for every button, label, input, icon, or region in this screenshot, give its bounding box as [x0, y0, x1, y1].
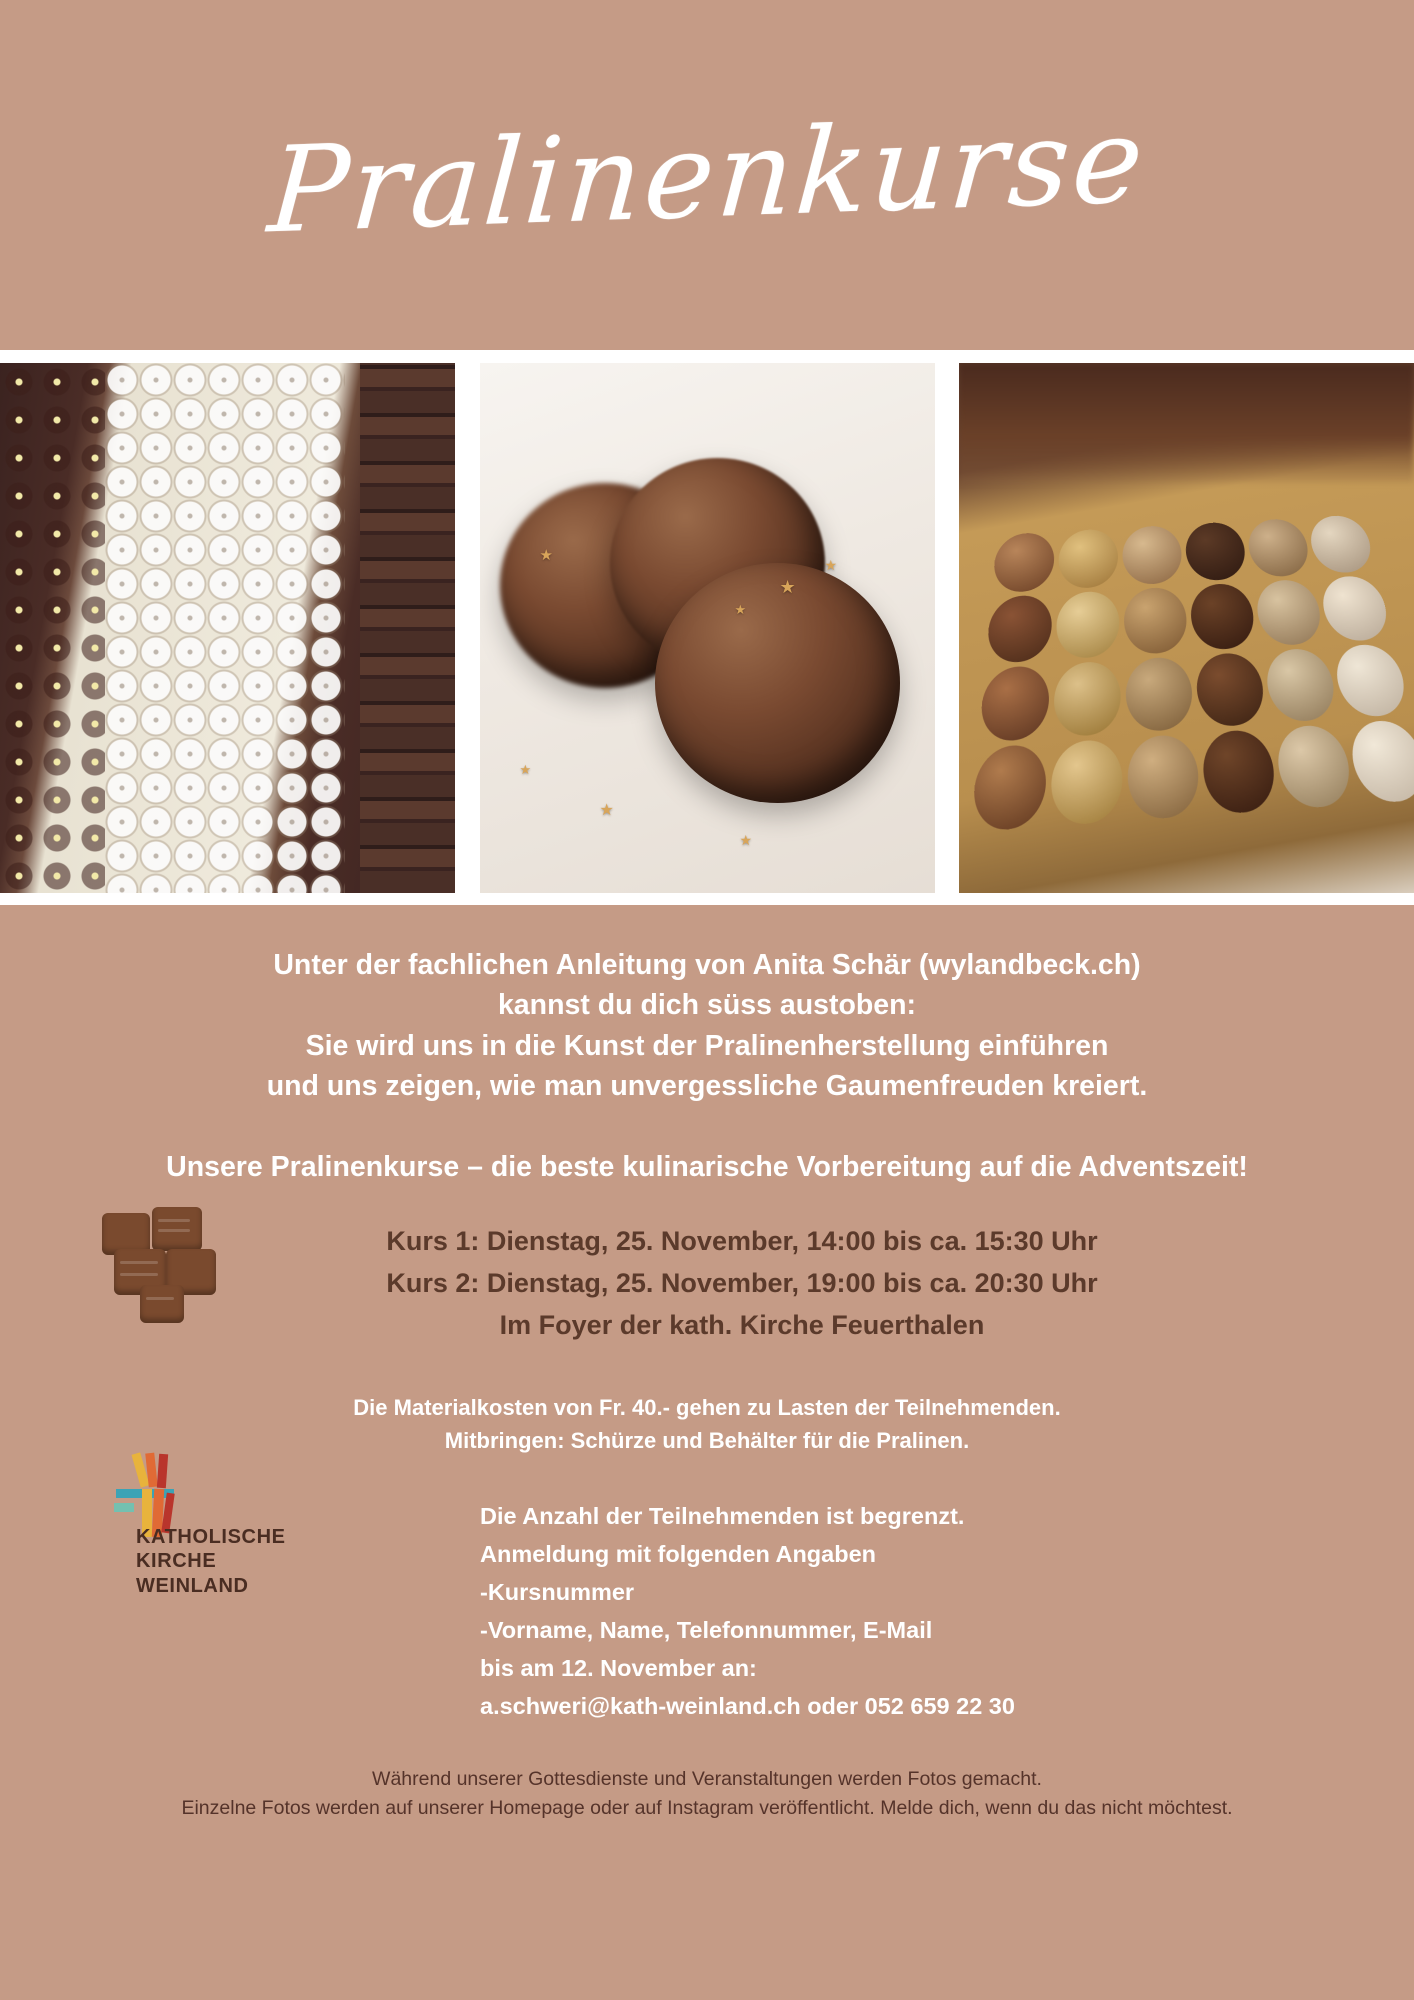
intro-line: und uns zeigen, wie man unvergessliche Gaumenfreuden kreiert.: [266, 1070, 1148, 1103]
photo-1-white-pralines: [105, 363, 345, 893]
photo-strip: [0, 350, 1414, 905]
truffle-front: [655, 563, 900, 803]
footer-line: Während unserer Gottesdienste und Veranstaltungen werden Fotos gemacht.: [372, 1768, 1042, 1791]
intro-paragraph: [0, 905, 1414, 1107]
photo-pralines-trays: [0, 363, 455, 893]
poster-body: [0, 905, 1414, 2000]
registration-deadline: bis am 12. November an:: [480, 1655, 757, 1682]
course-location: Im Foyer der kath. Kirche Feuerthalen: [499, 1310, 985, 1341]
tagline-paragraph: [0, 1107, 1414, 1187]
costs-paragraph: [0, 1347, 1414, 1457]
gold-star-icon: ★: [824, 556, 838, 573]
gold-star-icon: ★: [519, 761, 532, 777]
costs-line: Die Materialkosten von Fr. 40.- gehen zu Lasten der Teilnehmenden.: [353, 1394, 1061, 1420]
registration-line: Anmeldung mit folgenden Angaben: [480, 1540, 877, 1567]
tagline-line: Unsere Pralinenkurse – die beste kulinarische: [166, 1150, 789, 1183]
photo-consent-note: [0, 1725, 1414, 1822]
costs-line: Mitbringen: Schürze und Behälter für die Pralinen.: [444, 1427, 970, 1453]
page-title: Pralinenkurse: [264, 90, 1150, 260]
photo-3-praline-grid: [971, 514, 1414, 832]
photo-3-blurred-top: [959, 363, 1414, 483]
logo-line-1: KATHOLISCHE KIRCHE: [136, 1526, 286, 1573]
registration-line: -Vorname, Name, Telefonnummer, E-Mail: [480, 1617, 933, 1644]
course-line: Kurs 2: Dienstag, 25. November, 19:00 bis ca. 20:30 Uhr: [386, 1268, 1098, 1299]
logo-line-2: WEINLAND: [136, 1574, 249, 1597]
intro-line: Sie wird uns in die Kunst der Pralinenherstellung einführen: [305, 1029, 1109, 1062]
poster-header: [0, 0, 1414, 350]
gold-star-icon: ★: [599, 801, 614, 819]
intro-line: kannst du dich süss austoben:: [497, 989, 917, 1022]
photo-praline-box: [959, 363, 1414, 893]
photo-1-bar-pralines: [360, 363, 455, 893]
registration-contact[interactable]: a.schweri@kath-weinland.ch oder 052 659 22 30: [480, 1693, 1015, 1720]
photo-1-dark-pralines: [0, 363, 105, 893]
photo-truffle-closeup: [480, 363, 935, 893]
footer-line: Einzelne Fotos werden auf unserer Homepage oder auf Instagram veröffentlicht. Melde dich, wenn du das nicht möchtest.: [181, 1796, 1233, 1819]
tagline-line: Vorbereitung auf die Adventszeit!: [796, 1150, 1248, 1183]
intro-line: Unter der fachlichen Anleitung von Anita Schär (wylandbeck.ch): [273, 949, 1141, 981]
gold-star-icon: ★: [734, 601, 747, 617]
logo-text: [136, 1525, 370, 1598]
gold-star-icon: ★: [539, 546, 553, 564]
praline-illustration-icon: [100, 1205, 235, 1325]
church-logo: [100, 1453, 370, 1597]
gold-star-icon: ★: [779, 576, 796, 597]
course-line: Kurs 1: Dienstag, 25. November, 14:00 bis ca. 15:30 Uhr: [386, 1226, 1098, 1257]
registration-line: -Kursnummer: [480, 1579, 635, 1605]
registration-line: Die Anzahl der Teilnehmenden ist begrenzt.: [480, 1502, 965, 1529]
gold-star-icon: ★: [739, 831, 753, 848]
